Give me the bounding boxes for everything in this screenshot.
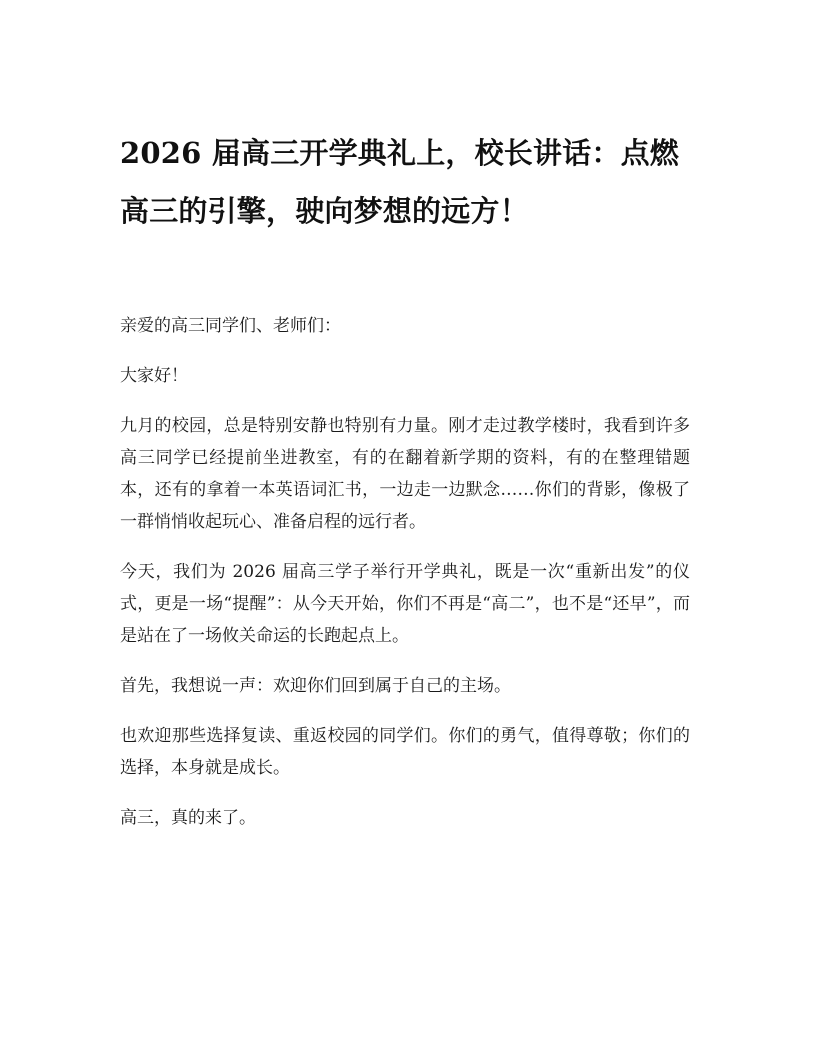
document-content xyxy=(120,124,690,852)
salutation-paragraph: 亲爱的高三同学们、老师们： xyxy=(120,316,341,336)
greeting-paragraph: 大家好！ xyxy=(120,366,188,386)
opening-paragraph: 九月的校园，总是特别安静也特别有力量。刚才走过教学楼时，我看到许多高三同学已经提前坐进教室，有的在翻着新学期的资料，有的在整理错题本，还有的拿着一本英语词汇书，一边走一边默念……你们的背影，像极了一群悄悄收起玩心、准备启程的远行者。 xyxy=(120,416,690,532)
ceremony-paragraph: 今天，我们为 2026 届高三学子举行开学典礼，既是一次“重新出发”的仪式，更是一场“提醒”：从今天开始，你们不再是“高二”，也不是“还早”，而是站在了一场攸关命运的长跑起点上。 xyxy=(120,562,690,646)
repeat-students-paragraph: 也欢迎那些选择复读、重返校园的同学们。你们的勇气，值得尊敬；你们的选择，本身就是成长。 xyxy=(120,726,690,778)
welcome-paragraph: 首先，我想说一声：欢迎你们回到属于自己的主场。 xyxy=(120,676,511,696)
document-title: 2026 届高三开学典礼上，校长讲话：点燃高三的引擎，驶向梦想的远方！ xyxy=(120,136,680,228)
document-body xyxy=(120,310,690,834)
closing-line-paragraph: 高三，真的来了。 xyxy=(120,808,256,828)
